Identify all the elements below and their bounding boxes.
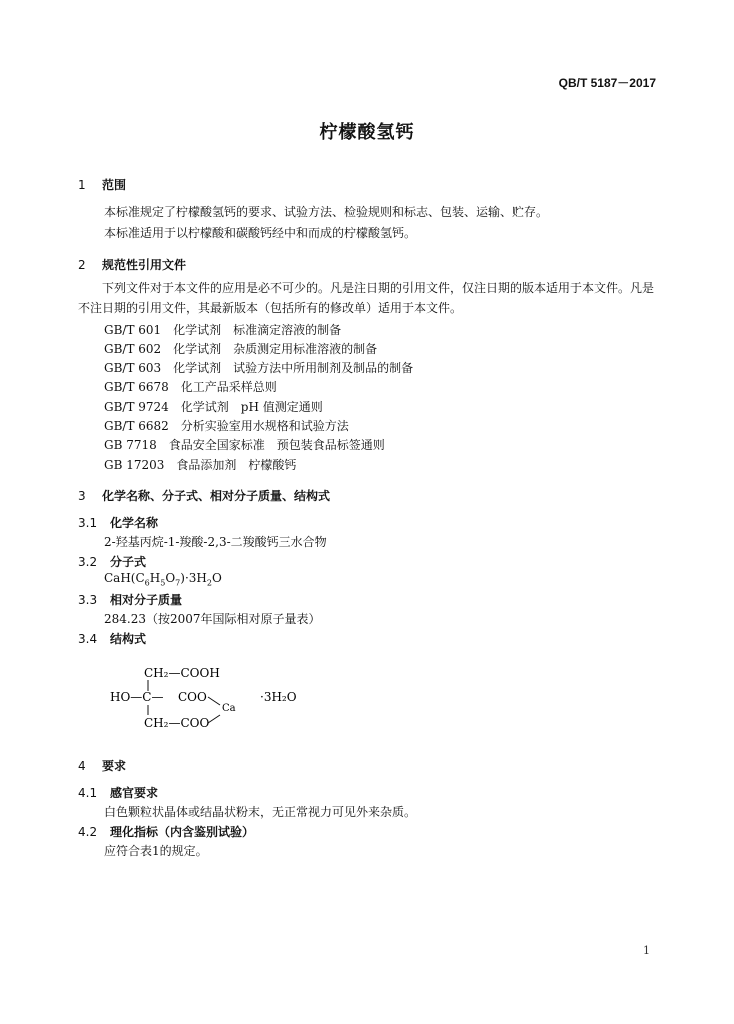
section-number: 3 <box>78 489 86 503</box>
physicochemical-requirement: 应符合表1的规定。 <box>104 844 208 858</box>
section-1-heading <box>78 176 126 193</box>
reference-item: GB/T 9724 化学试剂 pH 值测定通则 <box>104 400 323 414</box>
paragraph: 下列文件对于本文件的应用是必不可少的。凡是注日期的引用文件，仅注日期的版本适用于本文件。凡是不注日期的引用文件，其最新版本（包括所有的修改单）适用于本文件。 <box>78 281 655 315</box>
page-title: 柠檬酸氢钙 <box>319 122 415 143</box>
subsection-3-3-heading <box>78 591 182 608</box>
section-3-heading <box>78 487 330 504</box>
subsection-3-4-heading <box>78 630 146 647</box>
section-number: 1 <box>78 178 86 192</box>
subsection-number: 4.2 <box>78 825 98 839</box>
subsection-title: 结构式 <box>110 632 147 646</box>
molecular-weight: 284.23（按2007年国际相对原子量表） <box>104 612 321 626</box>
sensory-requirement: 白色颗粒状晶体或结晶状粉末，无正常视力可见外来杂质。 <box>104 805 417 819</box>
subsection-4-1-heading <box>78 784 158 801</box>
reference-item: GB/T 6678 化工产品采样总则 <box>104 380 277 394</box>
chemical-name: 2-羟基丙烷-1-羧酸-2,3-二羧酸钙三水合物 <box>104 535 327 549</box>
subsection-4-2-heading <box>78 823 254 840</box>
section-title: 范围 <box>102 178 127 192</box>
reference-item: GB/T 6682 分析实验室用水规格和试验方法 <box>104 419 349 433</box>
reference-item: GB/T 603 化学试剂 试验方法中所用制剂及制品的制备 <box>104 361 414 375</box>
subsection-number: 4.1 <box>78 786 98 800</box>
section-number: 2 <box>78 258 86 272</box>
molecular-formula: $CaH(C_6H_5O_7)\cdot 3H_2O$ <box>104 571 222 588</box>
subsection-title: 化学名称 <box>110 516 159 530</box>
subsection-title: 理化指标（内含鉴别试验） <box>110 825 255 839</box>
paragraph: 本标准适用于以柠檬酸和碳酸钙经中和而成的柠檬酸氢钙。 <box>104 226 417 240</box>
section-title: 要求 <box>102 759 127 773</box>
section-title: 化学名称、分子式、相对分子质量、结构式 <box>102 489 331 503</box>
subsection-title: 分子式 <box>110 555 147 569</box>
reference-item: GB/T 601 化学试剂 标准滴定溶液的制备 <box>104 323 342 337</box>
subsection-number: 3.3 <box>78 593 98 607</box>
formula-calcium: Ca <box>222 703 236 714</box>
structural-formula <box>104 655 324 735</box>
reference-item: GB/T 602 化学试剂 杂质测定用标准溶液的制备 <box>104 342 378 356</box>
reference-item: GB 17203 食品添加剂 柠檬酸钙 <box>104 458 297 472</box>
formula-top: CH₂—COOH <box>144 666 220 680</box>
section-number: 4 <box>78 759 86 773</box>
subsection-number: 3.1 <box>78 516 98 530</box>
formula-mid-left: HO—C— <box>110 690 164 704</box>
section-title: 规范性引用文件 <box>102 258 187 272</box>
subsection-3-1-heading <box>78 514 158 531</box>
standard-code: QB/T 5187－2017 <box>558 76 656 90</box>
formula-coo: COO <box>178 690 207 704</box>
page-number: 1 <box>643 944 650 957</box>
subsection-number: 3.4 <box>78 632 98 646</box>
subsection-number: 3.2 <box>78 555 98 569</box>
paragraph: 本标准规定了柠檬酸氢钙的要求、试验方法、检验规则和标志、包装、运输、贮存。 <box>104 205 549 219</box>
formula-water: ·3H₂O <box>260 690 297 704</box>
formula-bottom: CH₂—COO <box>144 716 210 730</box>
subsection-title: 相对分子质量 <box>110 593 183 607</box>
subsection-3-2-heading <box>78 553 146 570</box>
subsection-title: 感官要求 <box>110 786 159 800</box>
reference-item: GB 7718 食品安全国家标准 预包装食品标签通则 <box>104 438 385 452</box>
section-4-heading <box>78 757 126 774</box>
section-2-heading <box>78 256 186 273</box>
